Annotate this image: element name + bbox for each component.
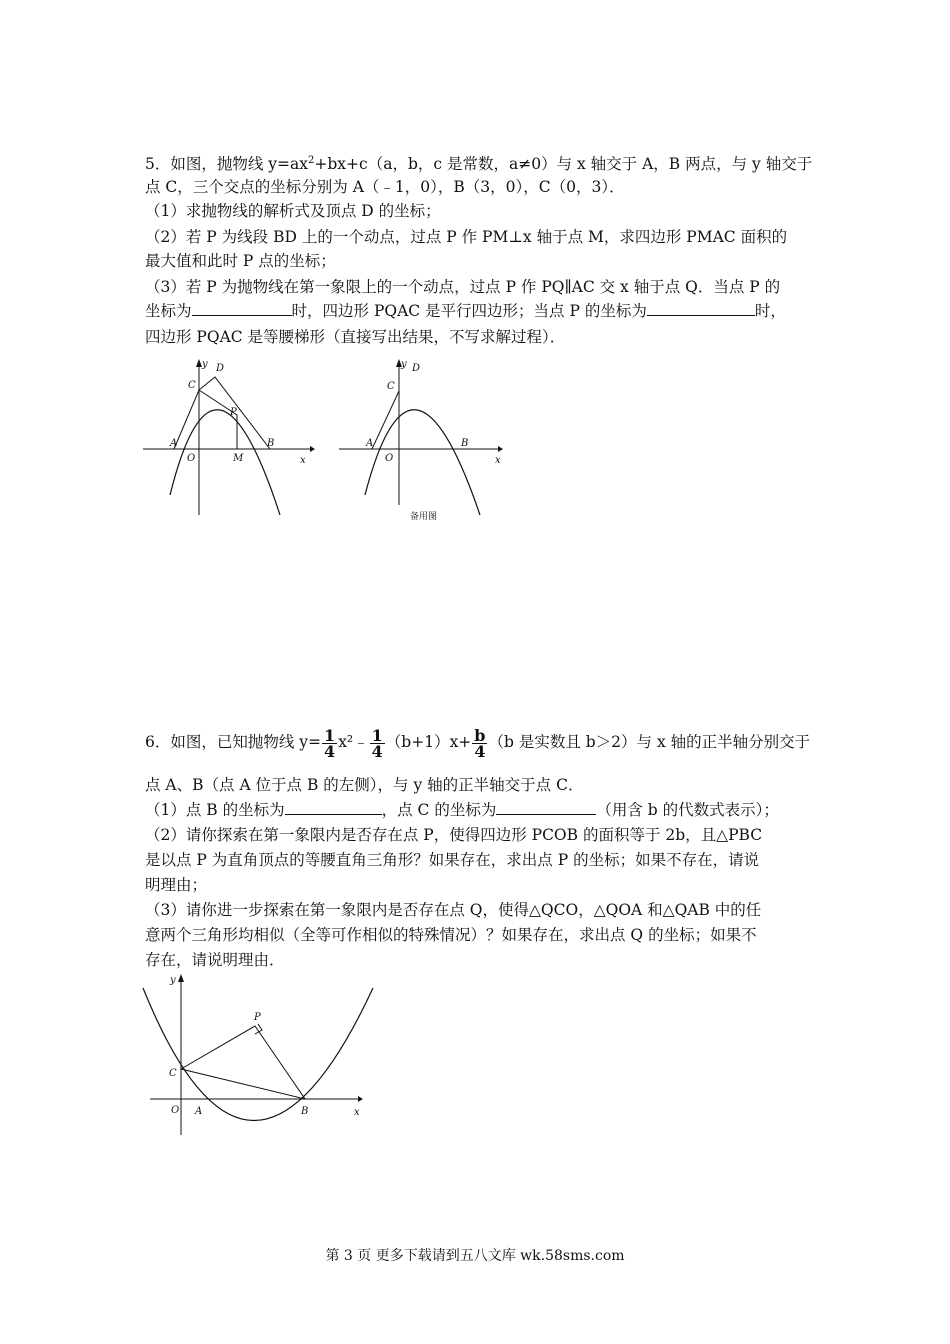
p5-line2: 点 C，三个交点的坐标分别为 A（﹣1，0），B（3，0），C（0，3）． [145, 178, 625, 196]
p6-q3c: 存在，请说明理由． [145, 951, 285, 969]
axis-label-x: x [300, 455, 306, 466]
axis-label-y: y [170, 975, 176, 986]
p5-q1: （1）求抛物线的解析式及顶点 D 的坐标； [145, 202, 441, 220]
answer-blank[interactable] [285, 800, 382, 815]
point-label-a: A [195, 1106, 203, 1117]
axis-label-y: y [202, 359, 208, 370]
answer-blank[interactable] [192, 301, 292, 316]
figure-caption: 备用图 [410, 512, 438, 522]
fraction: $\frac{1}{4}$ [371, 725, 383, 761]
p6-q3a: （3）请你进一步探索在第一象限内是否存在点 Q，使得△QCO，△QOA 和△QAB 中的任 [145, 901, 762, 919]
answer-blank[interactable] [496, 800, 596, 815]
p6-line1: 6．如图，已知抛物线 y= $\frac{1}{4}$ x²﹣ $\frac{1}{4}$ （b+1）x+ $\frac{b}{4}$ （b 是实数且 b＞2）与 x 轴的正半轴分别交于 [145, 725, 811, 761]
axis-label-x: x [495, 455, 501, 466]
p6-q2c: 明理由； [145, 876, 208, 894]
point-label-m: M [233, 453, 244, 464]
point-label-o: O [171, 1105, 180, 1116]
p6-q3b: 意两个三角形均相似（全等可作相似的特殊情况）？如果存在，求出点 Q 的坐标；如果不 [145, 926, 757, 944]
fraction: $\frac{1}{4}$ [324, 725, 336, 761]
point-label-c: C [188, 380, 196, 391]
point-label-b: B [301, 1106, 309, 1117]
p6-figure [140, 968, 380, 1140]
point-label-o: O [385, 453, 394, 464]
p6-q1: （1）点 B 的坐标为 ，点 C 的坐标为 （用含 b 的代数式表示）； [145, 801, 779, 819]
p5-q3c: 四边形 PQAC 是等腰梯形（直接写出结果，不写求解过程）． [145, 328, 566, 346]
point-label-p: P [254, 1012, 261, 1023]
point-label-a: A [170, 438, 178, 449]
point-label-p: P [230, 407, 237, 418]
p6-q2b: 是以点 P 为直角顶点的等腰直角三角形？如果存在，求出点 P 的坐标；如果不存在，请说 [145, 851, 760, 869]
p5-q3b: 坐标为 时，四边形 PQAC 是平行四边形；当点 P 的坐标为 时， [145, 302, 786, 320]
point-label-b: B [267, 438, 275, 449]
point-label-d: D [412, 363, 421, 374]
fraction: $\frac{b}{4}$ [474, 725, 486, 761]
point-label-o: O [187, 453, 196, 464]
page-footer: 第 3 页 更多下载请到五八文库 wk.58sms.com [325, 1248, 625, 1264]
axis-label-y: y [401, 359, 407, 370]
point-label-a: A [366, 438, 374, 449]
p5-q2a: （2）若 P 为线段 BD 上的一个动点，过点 P 作 PM⊥x 轴于点 M，求四边形 PMAC 面积的 [145, 228, 788, 246]
p5-line1: 5．如图，抛物线 $y=ax^2+bx+c(a$，b，c 是常数，a≠0）与 x 轴交于 A，B 两点，与 y 轴交于 [145, 155, 813, 174]
axis-label-x: x [354, 1107, 360, 1118]
p5-figure-2 [335, 355, 515, 525]
answer-blank[interactable] [647, 301, 755, 316]
point-label-c: C [169, 1068, 177, 1079]
p5-q2b: 最大值和此时 P 点的坐标； [145, 252, 336, 270]
p6-q2a: （2）请你探索在第一象限内是否存在点 P，使得四边形 PCOB 的面积等于 2b，且△PBC [145, 826, 763, 844]
point-label-c: C [387, 381, 395, 392]
point-label-d: D [216, 363, 225, 374]
p6-line2: 点 A、B（点 A 位于点 B 的左侧），与 y 轴的正半轴交于点 C． [145, 776, 584, 794]
p5-figure-1 [140, 355, 315, 520]
p5-q3a: （3）若 P 为抛物线在第一象限上的一个动点，过点 P 作 PQ∥AC 交 x 轴于点 Q．当点 P 的 [145, 278, 781, 296]
point-label-b: B [461, 438, 469, 449]
